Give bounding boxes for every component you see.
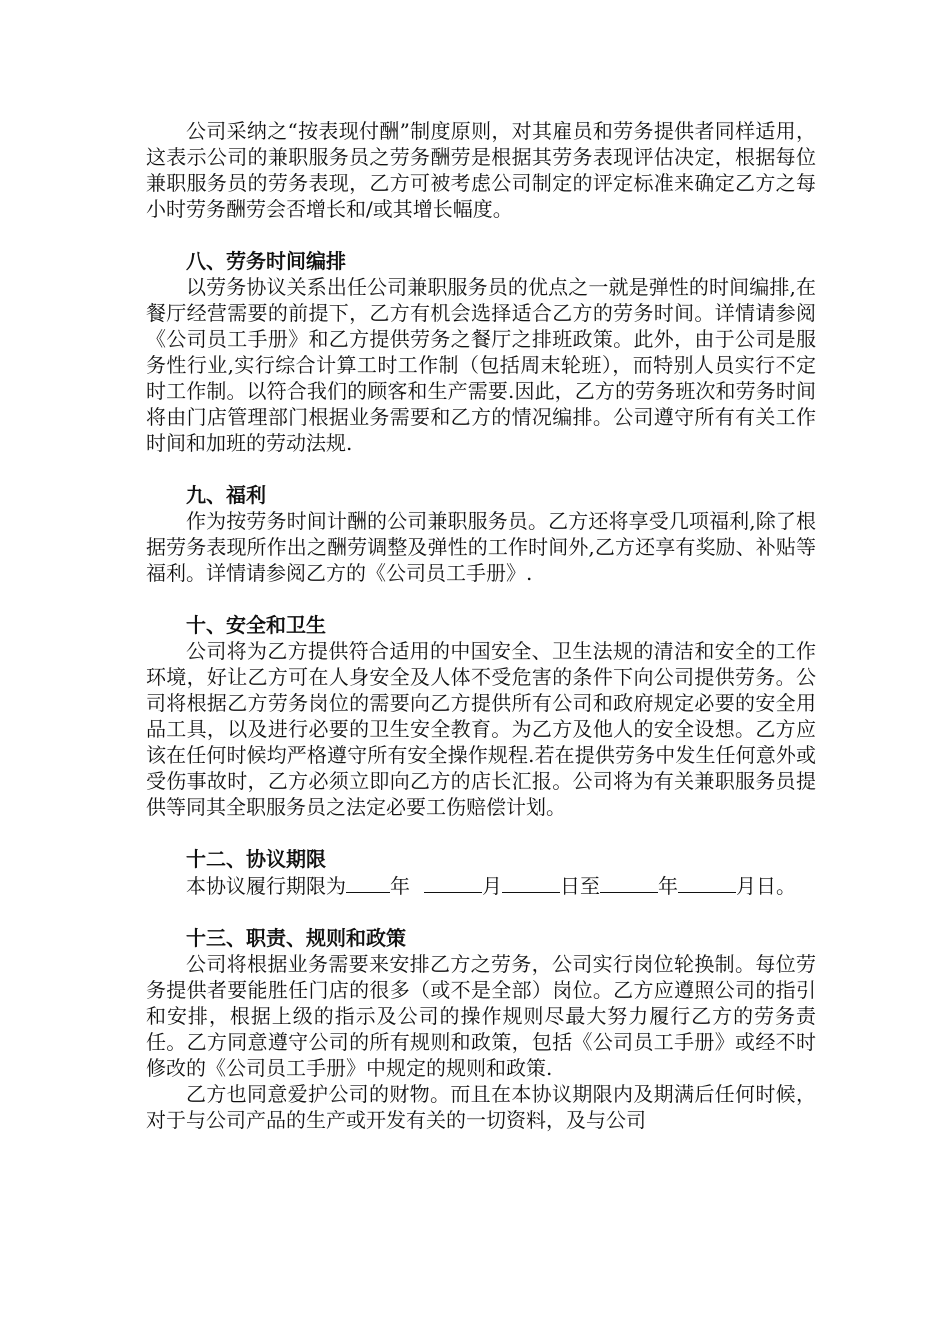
- intro-section: [146, 118, 816, 222]
- section-heading: 十、安全和卫生: [186, 613, 326, 637]
- month-blank[interactable]: [424, 872, 482, 893]
- section-heading: 十三、职责、规则和政策: [186, 926, 406, 950]
- year-blank[interactable]: [346, 872, 390, 893]
- end-year-blank[interactable]: [600, 872, 658, 893]
- section-heading: 九、福利: [186, 483, 266, 507]
- section-work-schedule: [146, 248, 816, 456]
- section-agreement-term: [146, 846, 816, 899]
- term-day-end-label: 日。: [756, 874, 796, 898]
- term-day-to-label: 日至: [560, 874, 600, 898]
- section-paragraph: 以劳务协议关系出任公司兼职服务员的优点之一就是弹性的时间编排,在餐厅经营需要的前提下，乙方有机会选择适合乙方的劳务时间。详情请参阅《公司员工手册》和乙方提供劳务之餐厅之排班政策。此外，由于公司是服务性行业,实行综合计算工时工作制（包括周末轮班），而特别人员实行不定时工作制。以符合我们的顾客和生产需要.因此，乙方的劳务班次和劳务时间将由门店管理部门根据业务需要和乙方的情况编排。公司遵守所有有关工作时间和加班的劳动法规.: [146, 275, 816, 455]
- section-paragraph: 公司将根据业务需要来安排乙方之劳务，公司实行岗位轮换制。每位劳务提供者要能胜任门店的很多（或不是全部）岗位。乙方应遵照公司的指引和安排，根据上级的指示及公司的操作规则尽最大努力履行乙方的劳务责任。乙方同意遵守公司的所有规则和政策，包括《公司员工手册》或经不时修改的《公司员工手册》中规定的规则和政策.: [146, 952, 816, 1080]
- term-prefix: 本协议履行期限为: [186, 874, 346, 898]
- term-paragraph: [146, 872, 816, 899]
- section-paragraph: 乙方也同意爱护公司的财物。而且在本协议期限内及期满后任何时候，对于与公司产品的生产或开发有关的一切资料，及与公司: [146, 1082, 816, 1132]
- term-year-label: 年: [390, 874, 410, 898]
- term-month-label: 月: [482, 874, 502, 898]
- section-duties-rules: [146, 925, 816, 1133]
- section-benefits: [146, 482, 816, 586]
- section-heading: 十二、协议期限: [186, 847, 326, 871]
- intro-paragraph: 公司采纳之“按表现付酬”制度原则，对其雇员和劳务提供者同样适用，这表示公司的兼职服务员之劳务酬劳是根据其劳务表现评估决定，根据每位兼职服务员的劳务表现，乙方可被考虑公司制定的评定标准来确定乙方之每小时劳务酬劳会否增长和/或其增长幅度。: [146, 119, 816, 221]
- term-year2-label: 年: [658, 874, 678, 898]
- section-paragraph: 公司将为乙方提供符合适用的中国安全、卫生法规的清洁和安全的工作环境，好让乙方可在人身安全及人体不受危害的条件下向公司提供劳务。公司将根据乙方劳务岗位的需要向乙方提供所有公司和政府规定必要的安全用品工具，以及进行必要的卫生安全教育。为乙方及他人的安全设想。乙方应该在任何时候均严格遵守所有安全操作规程.若在提供劳务中发生任何意外或受伤事故时，乙方必须立即向乙方的店长汇报。公司将为有关兼职服务员提供等同其全职服务员之法定必要工伤赔偿计划。: [146, 639, 816, 819]
- end-month-blank[interactable]: [678, 872, 736, 893]
- section-safety-hygiene: [146, 612, 816, 820]
- section-heading: 八、劳务时间编排: [186, 249, 346, 273]
- section-paragraph: 作为按劳务时间计酬的公司兼职服务员。乙方还将享受几项福利,除了根据劳务表现所作出之酬劳调整及弹性的工作时间外,乙方还享有奖励、补贴等福利。详情请参阅乙方的《公司员工手册》.: [146, 509, 816, 585]
- document-page: [146, 118, 816, 1133]
- day-blank[interactable]: [502, 872, 560, 893]
- term-month2-label: 月: [736, 874, 756, 898]
